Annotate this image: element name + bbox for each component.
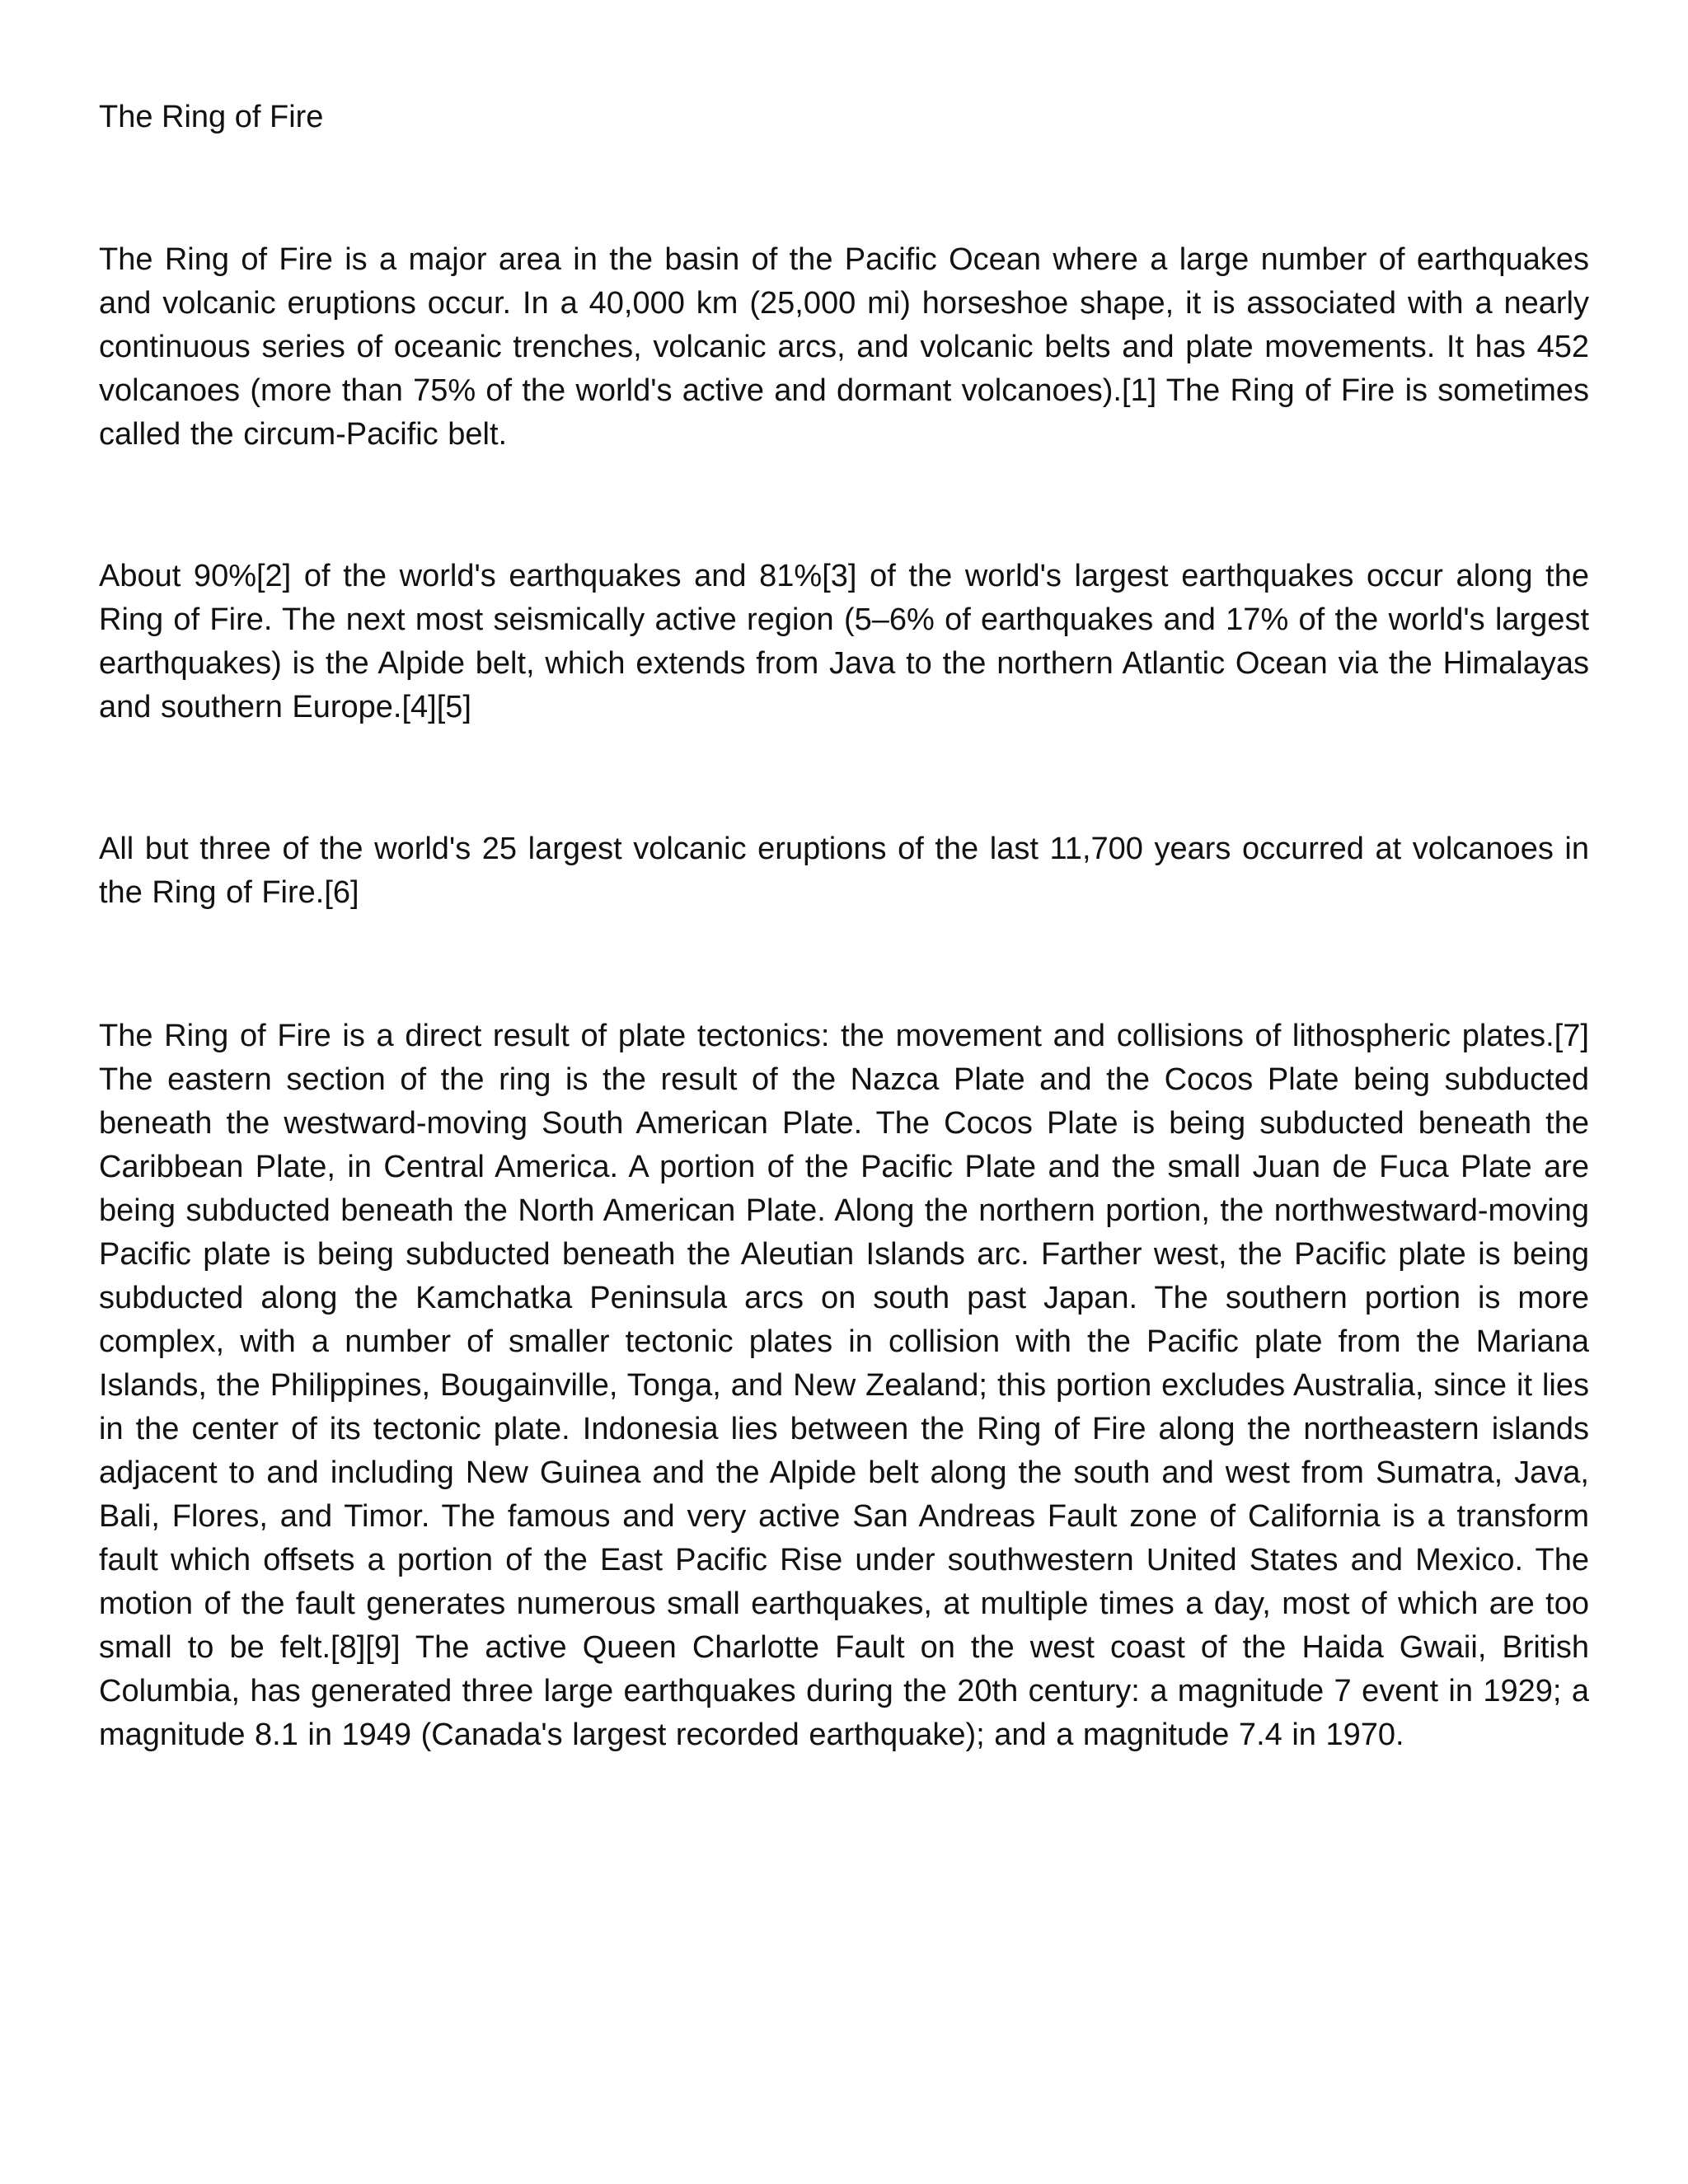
document-page xyxy=(99,0,1589,2184)
paragraph-earthquakes: About 90%[2] of the world's earthquakes and 81%[3] of the world's largest earthquakes occur along the Ring of Fire. The next most seismically active region (5–6% of earthquakes and 17% of the world's largest earthquakes) is the Alpide belt, which extends from Java to the northern Atlantic Ocean via the Himalayas and southern Europe.[4][5] xyxy=(99,559,1589,724)
paragraph-tectonics: The Ring of Fire is a direct result of plate tectonics: the movement and collisions of lithospheric plates.[7] The eastern section of the ring is the result of the Nazca Plate and the Cocos Plate being subducted beneath the westward-moving South American Plate. The Cocos Plate is being subducted beneath the Caribbean Plate, in Central America. A portion of the Pacific Plate and the small Juan de Fuca Plate are being subducted beneath the North American Plate. Along the northern portion, the northwestward-moving Pacific plate is being subducted beneath the Aleutian Islands arc. Farther west, the Pacific plate is being subducted along the Kamchatka Peninsula arcs on south past Japan. The southern portion is more complex, with a number of smaller tectonic plates in collision with the Pacific plate from the Mariana Islands, the Philippines, Bougainville, Tonga, and New Zealand; this portion excludes Australia, since it lies in the center of its tectonic plate. Indonesia lies between the Ring of Fire along the northeastern islands adjacent to and including New Guinea and the Alpide belt along the south and west from Sumatra, Java, Bali, Flores, and Timor. The famous and very active San Andreas Fault zone of California is a transform fault which offsets a portion of the East Pacific Rise under southwestern United States and Mexico. The motion of the fault generates numerous small earthquakes, at multiple times a day, most of which are too small to be felt.[8][9] The active Queen Charlotte Fault on the west coast of the Haida Gwaii, British Columbia, has generated three large earthquakes during the 20th century: a magnitude 7 event in 1929; a magnitude 8.1 in 1949 (Canada's largest recorded earthquake); and a magnitude 7.4 in 1970. xyxy=(99,1019,1589,1752)
document-title: The Ring of Fire xyxy=(99,100,324,134)
paragraph-intro: The Ring of Fire is a major area in the basin of the Pacific Ocean where a large number of earthquakes and volcanic eruptions occur. In a 40,000 km (25,000 mi) horseshoe shape, it is associated with a nearly continuous series of oceanic trenches, volcanic arcs, and volcanic belts and plate movements. It has 452 volcanoes (more than 75% of the world's active and dormant volcanoes).[1] The Ring of Fire is sometimes called the circum-Pacific belt. xyxy=(99,242,1589,452)
paragraph-eruptions: All but three of the world's 25 largest volcanic eruptions of the last 11,700 years occurred at volcanoes in the Ring of Fire.[6] xyxy=(99,832,1589,910)
